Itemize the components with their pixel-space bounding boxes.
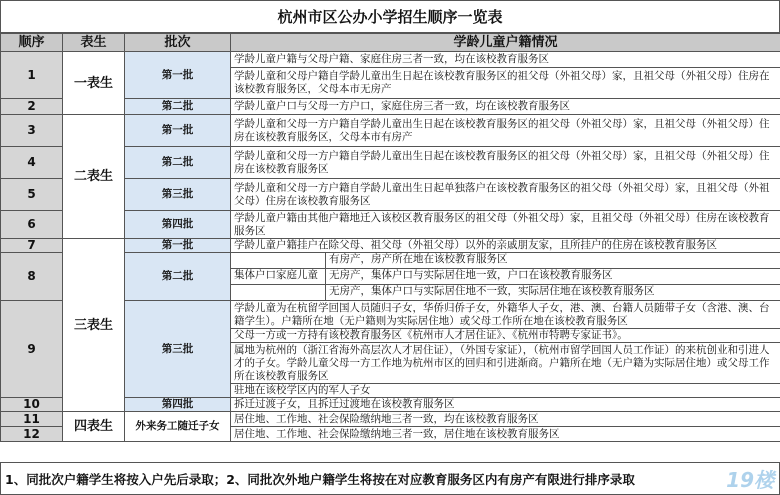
collective-group-label-top (231, 253, 326, 268)
batch-cell: 外来务工随迁子女 (125, 412, 231, 442)
desc-cell: 学龄儿童户口与父母一方户口，家庭住房三者一致，均在该校教育服务区 (231, 99, 780, 115)
group-2: 二表生 (63, 115, 125, 239)
desc-cell (231, 253, 780, 269)
admission-table (0, 33, 780, 442)
seq-cell: 8 (1, 253, 63, 301)
seq-cell: 12 (1, 427, 63, 442)
sub-item: 无房产，集体户口与实际居住地一致，户口在该校教育服务区 (329, 269, 613, 281)
sub-item: 驻地在该校学区内的军人子女 (231, 384, 780, 398)
sub-item: 父母一方或一方持有该校教育服务区《杭州市人才居住证》、《杭州市特聘专家证书》。 (231, 329, 780, 343)
seq-cell: 7 (1, 239, 63, 253)
batch-cell: 第一批 (125, 115, 231, 147)
group-3: 三表生 (63, 239, 125, 412)
group-4: 四表生 (63, 412, 125, 442)
desc-cell: 拆迁过渡子女，且拆迁过渡地在该校教育服务区 (231, 398, 780, 412)
seq-cell: 9 (1, 301, 63, 398)
seq-cell: 5 (1, 179, 63, 211)
desc-cell: 学龄儿童和父母一方户籍自学龄儿童出生日起在该校教育服务区的祖父母（外祖父母）家，且祖父母（外祖父母）住房在该校教育服务区 (231, 147, 780, 179)
batch-cell: 第三批 (125, 179, 231, 211)
sub-item: 无房产，集体户口与实际居住地不一致，实际居住地在该校教育服务区 (329, 285, 655, 297)
batch-cell: 第四批 (125, 398, 231, 412)
header-batch: 批次 (125, 34, 231, 52)
batch-cell: 第二批 (125, 147, 231, 179)
table-row (1, 412, 780, 427)
watermark-logo: 19楼 (726, 468, 774, 492)
desc-cell: 居住地、工作地、社会保险缴纳地三者一致，居住地在该校教育服务区 (231, 427, 780, 442)
seq-cell: 2 (1, 99, 63, 115)
seq-cell: 10 (1, 398, 63, 412)
seq-cell: 3 (1, 115, 63, 147)
batch-cell: 第一批 (125, 239, 231, 253)
batch-cell: 第二批 (125, 99, 231, 115)
seq-cell: 1 (1, 52, 63, 99)
batch-cell: 第三批 (125, 301, 231, 398)
sheet-title: 杭州市区公办小学招生顺序一览表 (0, 0, 780, 33)
batch-cell: 第四批 (125, 211, 231, 239)
batch-cell: 第二批 (125, 253, 231, 301)
collective-group-label: 集体户口家庭儿童 (231, 269, 326, 284)
sub-item: 学龄儿童为在杭留学回国人员随归子女，华侨归侨子女，外籍华人子女，港、澳、台籍人员随带子女（含港、澳、台籍学生）。户籍所在地（无户籍则为实际居住地）或父母工作所在地在该校教育服务区 (231, 301, 780, 329)
seq-cell: 4 (1, 147, 63, 179)
desc-cell (231, 269, 780, 285)
header-seq: 顺序 (1, 34, 63, 52)
desc-cell: 学龄儿童户籍挂户在除父母、祖父母（外祖父母）以外的亲戚朋友家，且所挂户的住房在该校教育服务区 (231, 239, 780, 253)
header-row (1, 34, 780, 52)
seq-cell: 6 (1, 211, 63, 239)
desc-cell: 学龄儿童和父母一方户籍自学龄儿童出生日起在该校教育服务区的祖父母（外祖父母）家，且祖父母（外祖父母）住房在该校教育服务区，父母本市有房产 (231, 115, 780, 147)
seq-cell: 11 (1, 412, 63, 427)
footer-note: 1、同批次户籍学生将按入户先后录取；2、同批次外地户籍学生将按在对应教育服务区内有房产有限进行排序录取 (0, 462, 780, 495)
desc-cell: 学龄儿童和父母一方户籍自学龄儿童出生日起单独落户在该校教育服务区的祖父母（外祖父母）家，且祖父母（外祖父母）住房在该校教育服务区 (231, 179, 780, 211)
sub-item: 属地为杭州的（浙江省海外高层次人才居住证），（外国专家证），（杭州市留学回国人员工作证）的来杭创业和引进人才的子女。学龄儿童父母一方工作地为杭州市区的回归和引进渐商。户籍所在地（无户籍为实际居住地）或父母工作所在该校教育服务区 (231, 343, 780, 384)
batch-cell: 第一批 (125, 52, 231, 99)
header-household: 学龄儿童户籍情况 (231, 34, 780, 52)
desc-cell: 学龄儿童户籍与父母户籍、家庭住房三者一致，均在该校教育服务区 (231, 52, 780, 68)
desc-cell: 学龄儿童和父母户籍自学龄儿童出生日起在该校教育服务区的祖父母（外祖父母）家，且祖父母（外祖父母）住房在该校教育服务区，父母本市无房产 (231, 68, 780, 99)
desc-cell (231, 285, 780, 301)
header-student-type: 表生 (63, 34, 125, 52)
table-row (1, 115, 780, 147)
table-row (1, 52, 780, 68)
sub-item: 有房产，房产所在地在该校教育服务区 (329, 253, 508, 265)
table-row (1, 239, 780, 253)
desc-cell: 居住地、工作地、社会保险缴纳地三者一致，均在该校教育服务区 (231, 412, 780, 427)
group-1: 一表生 (63, 52, 125, 115)
collective-group-label-bottom (231, 285, 326, 300)
desc-cell: 学龄儿童户籍由其他户籍地迁入该校区教育服务区的祖父母（外祖父母）家，且祖父母（外祖父母）住房在该校教育服务区 (231, 211, 780, 239)
